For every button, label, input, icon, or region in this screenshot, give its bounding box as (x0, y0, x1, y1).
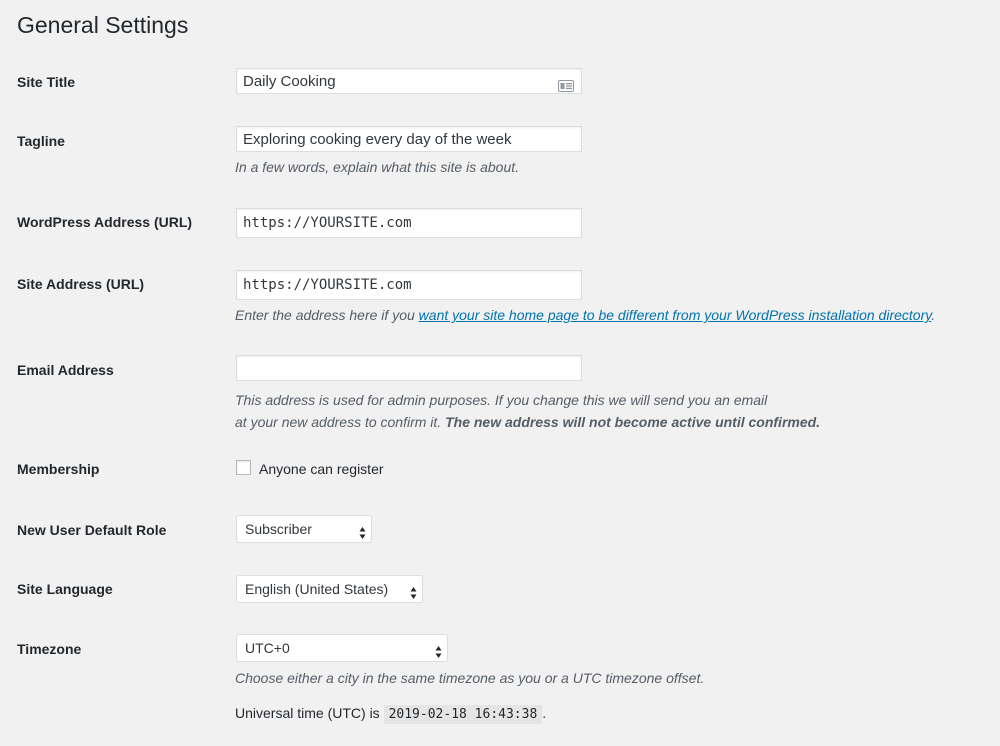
contact-card-icon[interactable] (558, 75, 574, 87)
anyone-can-register-checkbox[interactable] (236, 460, 251, 475)
site-address-value: https://YOURSITE.com (243, 277, 412, 293)
tagline-value: Exploring cooking every day of the week (243, 131, 512, 148)
tagline-label: Tagline (17, 133, 65, 149)
timezone-select[interactable] (236, 634, 448, 662)
timezone-label: Timezone (17, 641, 82, 657)
tagline-description: In a few words, explain what this site is about. (235, 159, 520, 175)
email-description (235, 389, 820, 433)
site-address-desc-suffix: . (931, 307, 936, 323)
site-address-label: Site Address (URL) (17, 276, 145, 292)
site-address-desc-prefix: Enter the address here if you (235, 307, 419, 323)
tagline-input[interactable] (236, 126, 582, 152)
membership-label: Membership (17, 461, 100, 477)
wp-address-input[interactable] (236, 208, 582, 238)
site-language-value: English (United States) (245, 581, 389, 597)
page-title: General Settings (17, 12, 189, 38)
wp-address-label: WordPress Address (URL) (17, 214, 193, 230)
email-desc-line2-bold: The new address will not become active until confirmed. (445, 414, 821, 430)
select-arrows-icon (359, 522, 366, 536)
utc-suffix: . (542, 705, 547, 721)
default-role-value: Subscriber (245, 521, 312, 537)
email-desc-line2-prefix: at your new address to confirm it. (235, 414, 446, 430)
anyone-can-register-label[interactable]: Anyone can register (259, 461, 384, 477)
default-role-label: New User Default Role (17, 522, 167, 538)
site-title-label: Site Title (17, 74, 76, 90)
email-desc-line1: This address is used for admin purposes. If you change this we will send you an email (235, 392, 768, 408)
email-label: Email Address (17, 362, 114, 378)
site-title-input[interactable] (236, 68, 582, 94)
site-language-select[interactable] (236, 575, 423, 603)
site-address-description (235, 307, 935, 323)
timezone-description: Choose either a city in the same timezone as you or a UTC timezone offset. (235, 670, 705, 686)
utc-value: 2019-02-18 16:43:38 (384, 705, 543, 724)
timezone-value: UTC+0 (245, 640, 290, 656)
site-address-help-link[interactable]: want your site home page to be different from your WordPress installation directory (418, 307, 932, 323)
site-address-input[interactable] (236, 270, 582, 300)
wp-address-value: https://YOURSITE.com (243, 215, 412, 231)
site-language-label: Site Language (17, 581, 113, 597)
select-arrows-icon (410, 582, 417, 596)
default-role-select[interactable] (236, 515, 372, 543)
utc-time (235, 705, 546, 722)
email-desc-line2 (235, 411, 820, 433)
email-input[interactable] (236, 355, 582, 381)
select-arrows-icon (435, 641, 442, 655)
utc-prefix: Universal time (UTC) is (235, 705, 384, 721)
site-title-value: Daily Cooking (243, 73, 336, 90)
